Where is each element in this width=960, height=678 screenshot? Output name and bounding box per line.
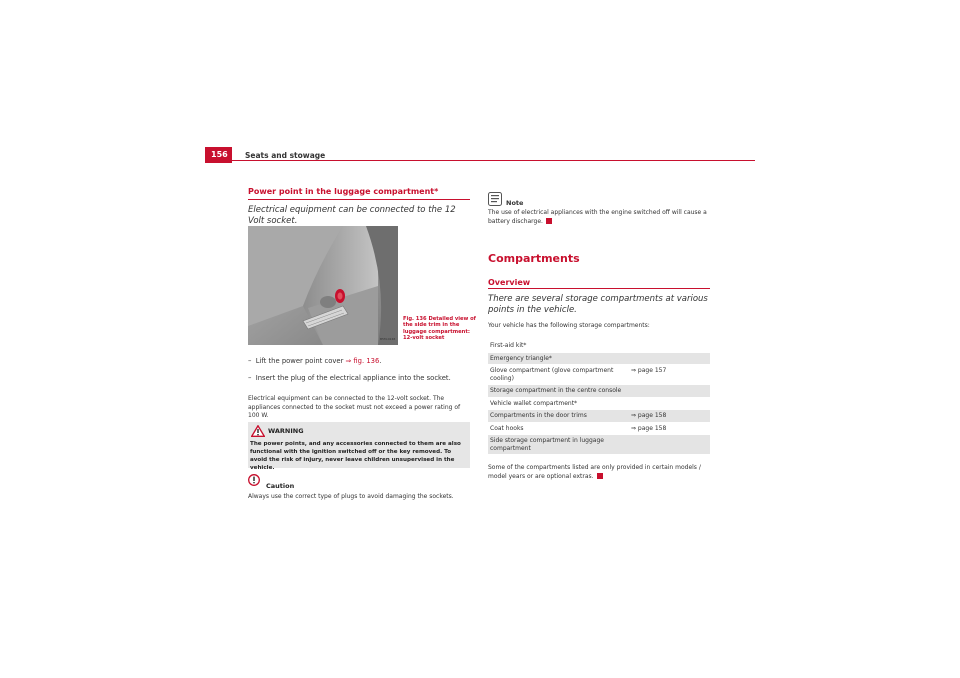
table-intro: Your vehicle has the following storage compartments: (488, 322, 650, 329)
figure-136 (248, 226, 398, 345)
figure-caption: Fig. 136 Detailed view of the side trim in the luggage compartment: 12-volt socket (403, 316, 476, 342)
note-text: The use of electrical appliances with the engine switched off will cause a battery discharge. (488, 209, 707, 225)
page-158-link[interactable]: ⇒ page 158 (631, 412, 667, 419)
step-2-text: Insert the plug of the electrical appliance into the socket. (255, 374, 451, 382)
header-rule (205, 160, 755, 161)
section-intro: Electrical equipment can be connected to the 12 Volt socket. (248, 205, 456, 226)
running-header: Seats and stowage (245, 151, 326, 160)
warning-title: WARNING (268, 427, 304, 435)
optional-extras-note: Some of the compartments listed are only provided in certain models / model years or are optional extras. (488, 464, 701, 480)
table-row: Coat hooks ⇒ page 158 (488, 423, 710, 435)
table-row: Compartments in the door trims ⇒ page 158 (488, 410, 710, 422)
page-157-link[interactable]: ⇒ page 157 (631, 367, 667, 374)
step-dash: – (248, 374, 252, 382)
caution-title: Caution (266, 482, 295, 490)
end-mark (597, 473, 603, 479)
note-title: Note (506, 199, 524, 207)
power-rating-paragraph: Electrical equipment can be connected to the 12-volt socket. The appliances connected to the socket must not exceed a power rating of 100 W. (248, 395, 461, 419)
table-row: Emergency triangle* (488, 353, 710, 365)
section-intro: There are several storage compartments at various points in the vehicle. (488, 294, 708, 315)
warning-text: The power points, and any accessories connected to them are also functional with the ignition switched off or the key removed. To avoid the risk of injury, never leave children unsupervised in the vehicle. (250, 441, 461, 471)
table-row: Storage compartment in the centre console (488, 385, 710, 397)
fig-136-link[interactable]: ⇒ fig. 136 (345, 357, 380, 365)
warning-triangle-icon (251, 425, 265, 437)
storage-table (488, 340, 710, 454)
section-rule (248, 199, 470, 200)
chapter-title-compartments: Compartments (488, 252, 580, 265)
table-row: First-aid kit* (490, 342, 527, 349)
step-1: – Lift the power point cover ⇒ fig. 136. (248, 357, 382, 365)
table-row: Glove compartment (glove compartment cooling) ⇒ page 157 (488, 365, 710, 384)
table-row: Side storage compartment in luggage compartment (488, 435, 710, 454)
page-number: 156 (205, 147, 232, 163)
step-1-text: Lift the power point cover (255, 357, 346, 365)
caution-text: Always use the correct type of plugs to avoid damaging the sockets. (248, 493, 454, 500)
section-title-power-point: Power point in the luggage compartment* (248, 187, 439, 196)
caution-icon (248, 474, 260, 486)
note-icon (488, 192, 502, 206)
step-dash: – (248, 357, 252, 365)
table-row: Vehicle wallet compartment* (490, 399, 578, 407)
figure-code: B5M-0248 (380, 337, 396, 341)
section-rule (488, 288, 710, 289)
section-title-overview: Overview (488, 278, 531, 287)
luggage-socket-illustration (248, 226, 398, 345)
page-158-link[interactable]: ⇒ page 158 (631, 424, 667, 432)
end-mark (546, 218, 552, 224)
step-2 (248, 374, 451, 382)
